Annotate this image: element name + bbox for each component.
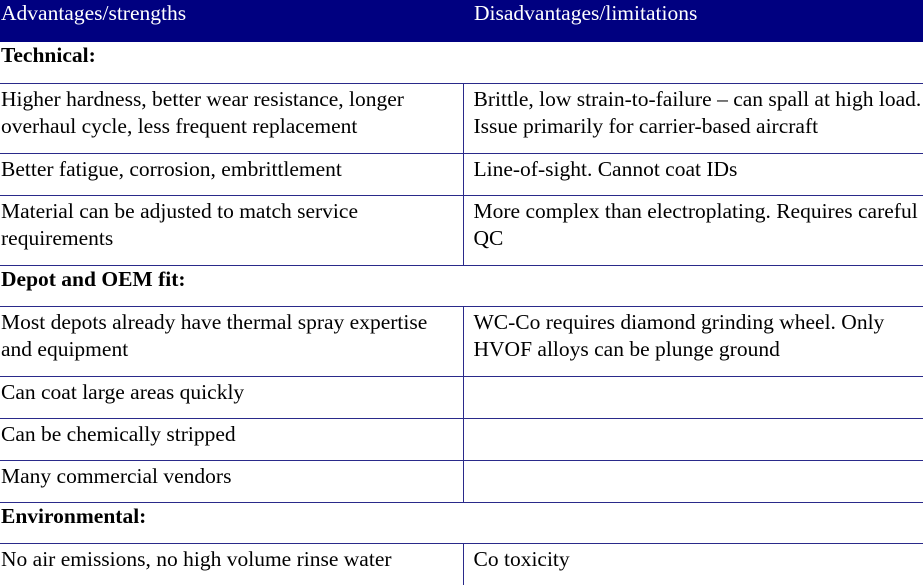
advantage-cell: Can coat large areas quickly	[0, 376, 463, 418]
section-row-technical	[0, 42, 923, 83]
advantage-cell: Better fatigue, corrosion, embrittlement	[0, 153, 463, 195]
table-row	[0, 83, 923, 153]
disadvantage-cell	[463, 460, 923, 502]
section-row-depot-oem	[0, 265, 923, 306]
disadvantage-cell: More complex than electroplating. Requires careful QC	[463, 195, 923, 265]
disadvantage-cell	[463, 376, 923, 418]
table-row	[0, 153, 923, 195]
table-row	[0, 418, 923, 460]
advantage-cell: Material can be adjusted to match service requirements	[0, 195, 463, 265]
header-advantages: Advantages/strengths	[0, 0, 463, 42]
table-row	[0, 376, 923, 418]
section-row-environmental	[0, 502, 923, 543]
header-disadvantages: Disadvantages/limitations	[463, 0, 923, 42]
section-title: Depot and OEM fit:	[0, 265, 923, 306]
advantage-cell: No air emissions, no high volume rinse water	[1, 546, 392, 571]
section-title: Environmental:	[0, 502, 923, 543]
disadvantage-cell: Line-of-sight. Cannot coat IDs	[463, 153, 923, 195]
advantage-cell: Can be chemically stripped	[0, 418, 463, 460]
advantage-cell: Many commercial vendors	[0, 460, 463, 502]
advantage-cell: Higher hardness, better wear resistance, longer overhaul cycle, less frequent replacement	[0, 83, 463, 153]
disadvantage-cell: WC-Co requires diamond grinding wheel. Only HVOF alloys can be plunge ground	[463, 306, 923, 376]
table-row	[0, 543, 923, 585]
disadvantage-cell	[463, 418, 923, 460]
disadvantage-cell: Co toxicity	[463, 543, 923, 585]
table-row	[0, 460, 923, 502]
table-row	[0, 306, 923, 376]
disadvantage-cell: Brittle, low strain-to-failure – can spall at high load. Issue primarily for carrier-based aircraft	[463, 83, 923, 153]
section-title: Technical:	[0, 42, 923, 83]
header-row	[0, 0, 923, 42]
advantage-cell: Most depots already have thermal spray expertise and equipment	[0, 306, 463, 376]
table-row	[0, 195, 923, 265]
